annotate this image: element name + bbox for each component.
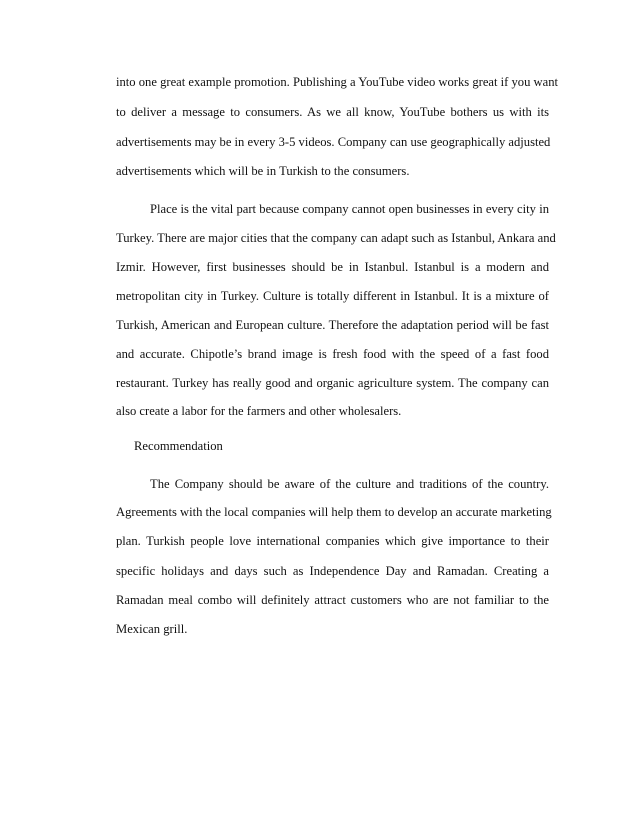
- paragraph-1-line-4: advertisements which will be in Turkish to the consumers.: [116, 164, 410, 178]
- paragraph-3-line-4: specific holidays and days such as Independence Day and Ramadan. Creating a: [116, 564, 549, 578]
- paragraph-3-line-3: plan. Turkish people love international companies which give importance to their: [116, 534, 549, 548]
- paragraph-2-line-8: also create a labor for the farmers and other wholesalers.: [116, 404, 402, 418]
- paragraph-2-line-3: Izmir. However, first businesses should be in Istanbul. Istanbul is a modern and: [116, 260, 549, 274]
- paragraph-3-line-6: Mexican grill.: [116, 622, 188, 636]
- paragraph-2-line-2: Turkey. There are major cities that the company can adapt such as Istanbul, Ankara and: [116, 231, 556, 245]
- section-heading: Recommendation: [134, 439, 223, 453]
- paragraph-1-line-2: to deliver a message to consumers. As we all know, YouTube bothers us with its: [116, 105, 549, 119]
- paragraph-2-line-6: and accurate. Chipotle’s brand image is fresh food with the speed of a fast food: [116, 347, 549, 361]
- paragraph-3-line-5: Ramadan meal combo will definitely attract customers who are not familiar to the: [116, 593, 549, 607]
- paragraph-2-line-7: restaurant. Turkey has really good and organic agriculture system. The company can: [116, 376, 549, 390]
- paragraph-3-line-1: The Company should be aware of the culture and traditions of the country.: [150, 477, 549, 491]
- paragraph-2-line-5: Turkish, American and European culture. Therefore the adaptation period will be fast: [116, 318, 549, 332]
- paragraph-2-line-4: metropolitan city in Turkey. Culture is totally different in Istanbul. It is a mixture of: [116, 289, 549, 303]
- paragraph-1-line-3: advertisements may be in every 3-5 videos. Company can use geographically adjusted: [116, 135, 551, 149]
- paragraph-2-line-1: Place is the vital part because company cannot open businesses in every city in: [150, 202, 549, 216]
- paragraph-1-line-1: into one great example promotion. Publishing a YouTube video works great if you want: [116, 75, 559, 89]
- paragraph-3-line-2: Agreements with the local companies will help them to develop an accurate marketing: [116, 505, 552, 519]
